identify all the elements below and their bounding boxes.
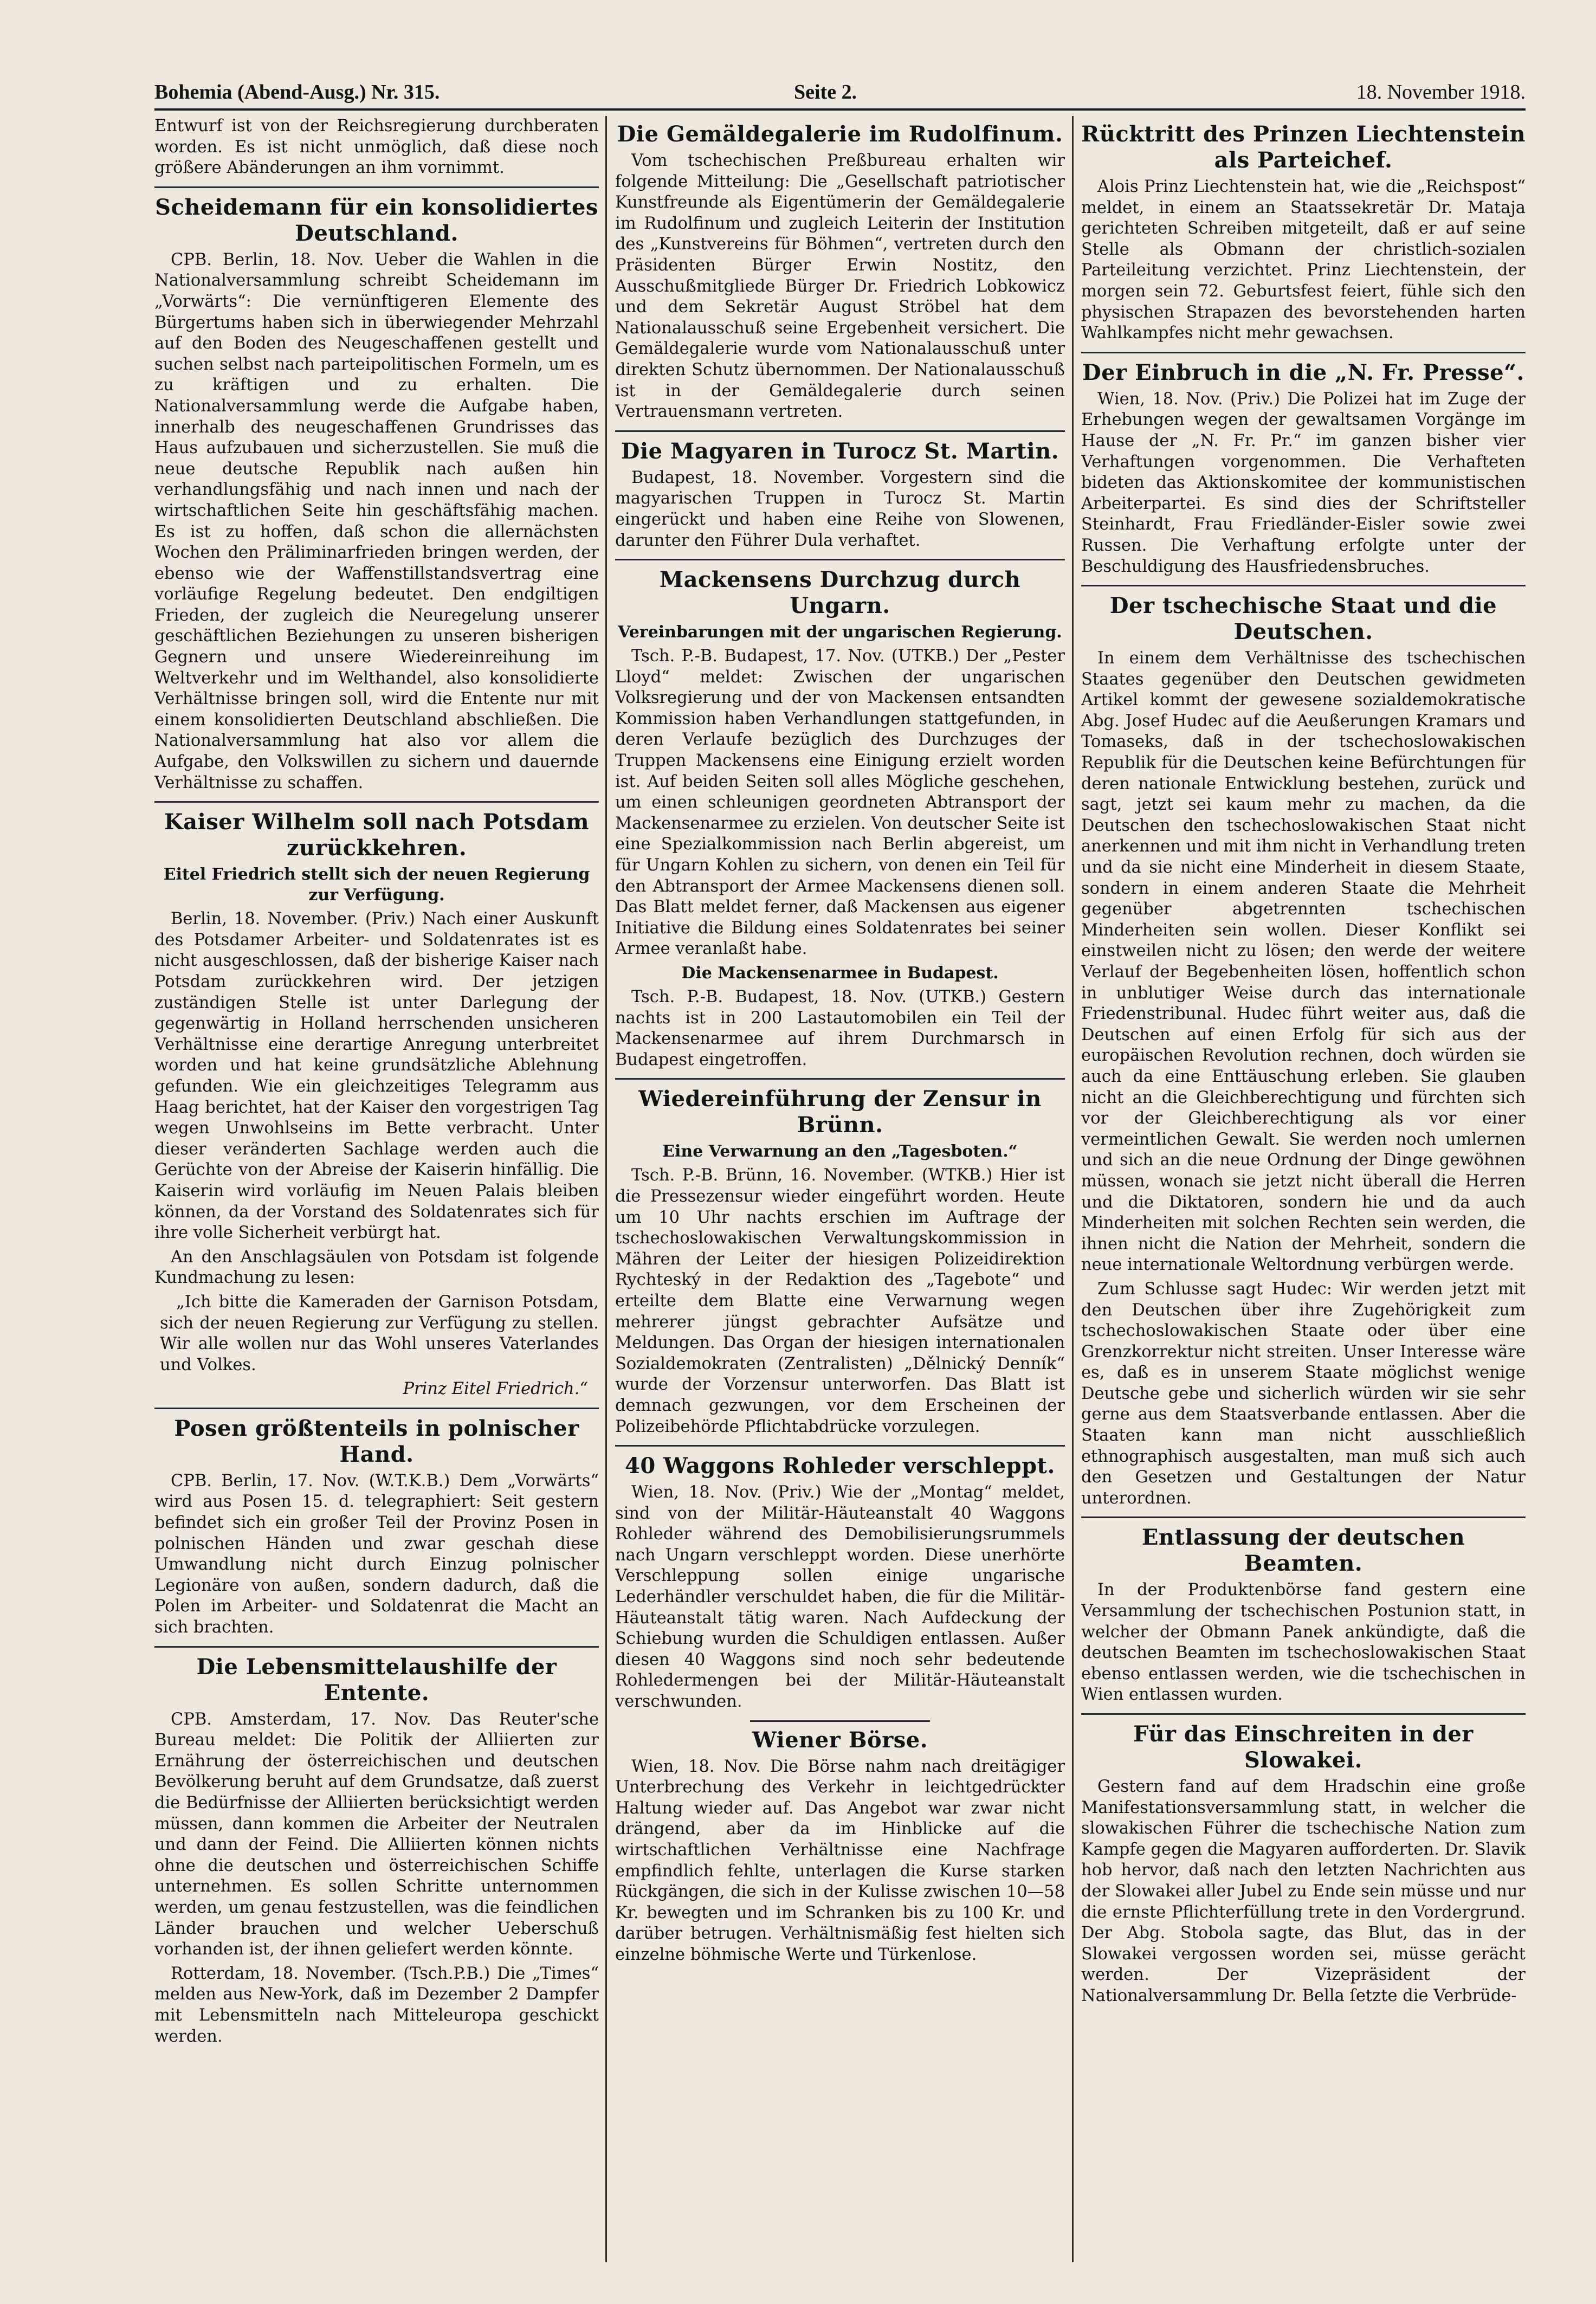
article-divider xyxy=(750,1720,930,1722)
article-text: Wien, 18. Nov. Die Börse nahm nach dreitägiger Unterbrechung des Verkehr in leichtgedrückter Haltung wieder auf. Das Angebot war zwar nicht drängend, aber da im Hinblicke auf die wirtschaftlichen Verhältnisse eine Nachfrage empfindlich fehlte, unterlagen die Kurse starken Rückgängen, die sich in der Kulisse zwischen 10—58 Kr. bewegten und im Schranken bis zu 100 Kr. und darüber betrugen. Verhältnismäßig fest hielten sich einzelne böhmische Werte und Türkenlose. xyxy=(615,1757,1065,1964)
article-divider xyxy=(615,559,1065,560)
page-header xyxy=(154,76,1526,108)
column-left xyxy=(154,116,599,2273)
article-divider xyxy=(154,1646,599,1648)
column-divider xyxy=(605,116,607,2262)
article-mackensen xyxy=(615,567,1065,1070)
column-center xyxy=(615,116,1065,2273)
column-divider xyxy=(1072,116,1074,2262)
article-signature: Prinz Eitel Friedrich.“ xyxy=(403,1379,588,1399)
article-text: Wien, 18. Nov. (Priv.) Die Polizei hat im Zuge der Erhebungen wegen der gewaltsamen Vorgänge im Hause der „N. Fr. Pr.“ im ganzen bisher vier Verhaftungen vorgenommen. Die Verhafteten bideten das Aktionskomitee der kommunistischen Arbeiterpartei. Es sind dies der Schriftsteller Steinhardt, Frau Friedländer-Eisler sowie zwei Russen. Die Verhaftung erfolgte unter der Beschuldigung des Hausfriedensbruches. xyxy=(1081,389,1526,576)
article-text: CPB. Berlin, 17. Nov. (W.T.K.B.) Dem „Vorwärts“ wird aus Posen 15. d. telegraphiert: Seit gestern befindet sich ein großer Teil der Provinz Posen in polnischen Händen und zwar geschah diese Umwandlung nicht durch Einzug polnischer Legionäre von außen, sondern dadurch, daß die Polen im Arbeiter- und Soldatenrat die Macht an sich brachten. xyxy=(154,1471,599,1637)
article-headline: Wiedereinführung der Zensur in Brünn. xyxy=(638,1086,1042,1138)
article-text: Gestern fand auf dem Hradschin eine große Manifestationsversammlung statt, in welcher die slowakischen Führer die tschechische Nation zum Kampfe gegen die Magyaren aufforderten. Dr. Slavik hob hervor, daß nach den letzten Nachrichten aus der Slowakei aller Jubel zu Ende sein müsse und nur die ernste Pflichterfüllung trete in den Vordergrund. Der Abg. Stobola sagte, das Blut, das in der Slowakei vergossen worden sei, müsse gerächt werden. Der Vizepräsident der Nationalversammlung Dr. Bella ſetzte die Verbrüde- xyxy=(1081,1777,1526,2005)
issue-date: 18. November 1918. xyxy=(1356,81,1526,104)
article-text: Rotterdam, 18. November. (Tsch.P.B.) Die „Times“ melden aus New-York, daß im Dezember 2 Dampfer mit Lebensmitteln nach Mitteleuropa geschickt werden. xyxy=(154,1964,599,2046)
article-text: Berlin, 18. November. (Priv.) Nach einer Auskunft des Potsdamer Arbeiter- und Soldatenrates ist es nicht ausgeschlossen, daß der bisherige Kaiser nach Potsdam zurückkehren wird. Der jetzigen zuständigen Stelle ist unter Darlegung der gegenwärtig in Holland herrschenden unsicheren Verhältnisse eine derartige Anregung unterbreitet worden und hat keine grundsätzliche Ablehnung gefunden. Wie ein gleichzeitiges Telegramm aus Haag berichtet, hat der Kaiser den vorgestrigen Tag wegen Unwohlseins im Bette verbracht. Unter dieser veränderten Sachlage werden auch die Gerüchte von der Abreise der Kaiserin hinfällig. Die Kaiserin wird vorläufig im Neuen Palais bleiben können, da der Vorstand des Soldatenrates sich für ihre volle Sicherheit verbürgt hat. xyxy=(154,909,599,1243)
article-divider xyxy=(154,186,599,188)
article-magyaren xyxy=(615,438,1065,551)
article-posen xyxy=(154,1416,599,1638)
article-divider xyxy=(1081,1713,1526,1715)
article-divider xyxy=(154,801,599,803)
article-subheadline: Eitel Friedrich stellt sich der neuen Regierung zur Verfügung. xyxy=(163,865,590,905)
article-text: Tsch. P.-B. Budapest, 17. Nov. (UTKB.) Der „Pester Lloyd“ meldet: Zwischen der ungarischen Volksregierung und der von Mackensen entsandten Kommission haben Verhandlungen stattgefunden, in deren Verlaufe bezüglich des Durchzuges der Truppen Mackensens eine Einigung erzielt worden ist. Auf beiden Seiten soll alles Mögliche geschehen, um einen schleunigen geordneten Abtransport der Mackensenarmee zu erzielen. Von deutscher Seite ist eine Spezialkommission nach Berlin abgereist, um für Ungarn Kohlen zu sichern, von denen ein Teil für den Abtransport der Armee Mackensens dienen soll. Das Blatt meldet ferner, daß Mackensen aus eigener Initiative die Bildung eines Soldatenrates bei seiner Armee veranlaßt habe. xyxy=(615,647,1065,959)
article-headline: 40 Waggons Rohleder verschleppt. xyxy=(625,1453,1055,1479)
page-number: Seite 2. xyxy=(794,81,857,104)
article-lebensmittel xyxy=(154,1654,599,2048)
article-headline: Der Einbruch in die „N. Fr. Presse“. xyxy=(1082,359,1524,385)
article-zensur-bruenn xyxy=(615,1086,1065,1437)
article-text: Tsch. P.-B. Budapest, 18. Nov. (UTKB.) Gestern nachts ist in 200 Lastautomobilen ein Teil der Mackensenarmee auf ihrem Durchmarsch in Budapest eingetroffen. xyxy=(615,988,1065,1069)
article-divider xyxy=(1081,585,1526,586)
article-headline: Mackensens Durchzug durch Ungarn. xyxy=(659,567,1021,619)
article-subheadline: Die Mackensenarmee in Budapest. xyxy=(681,964,999,983)
article-headline: Kaiser Wilhelm soll nach Potsdam zurückkehren. xyxy=(164,809,590,861)
article-scheidemann xyxy=(154,195,599,793)
article-divider xyxy=(615,1078,1065,1080)
article-text: CPB. Berlin, 18. Nov. Ueber die Wahlen in die Nationalversammlung schreibt Scheidemann im „Vorwärts“: Die vernünftigeren Elemente des Bürgertums haben sich in überwiegender Mehrzahl auf den Boden des Neugeschaffenen gestellt und suchen selbst nach parteipolitischen Formeln, um es zu kräftigen und zu erhalten. Die Nationalversammlung werde die Aufgabe haben, innerhalb des neugeschaffenen Grundrisses das Haus aufzubauen und sicherzustellen. Sie muß die neue deutsche Republik nach außen hin verhandlungsfähig und nach innen und nach der wirtschaftlichen Seite hin geschäftsfähig machen. Es ist zu hoffen, daß schon die allernächsten Wochen den Präliminarfrieden bringen werden, der ebenso wie der Waffenstillstandsvertrag eine vorläufige Regelung bedeutet. Den endgiltigen Frieden, der zugleich die Neuregelung unserer geschäftlichen Beziehungen zu unseren bisherigen Gegnern und unsere Wiedereinreihung im Weltverkehr und im Welthandel, also konsolidierte Verhältnisse bringen soll, wird die Entente nur mit einem konsolidierten Deutschland abschließen. Die Nationalversammlung hat also vor allem die Aufgabe, den Volkswillen zu sichern und dauernde Verhältnisse zu schaffen. xyxy=(154,250,599,792)
article-text: In der Produktenbörse fand gestern eine Versammlung der tschechischen Postunion statt, in welcher der Obmann Panek ankündigte, daß die deutschen Beamten im tschechoslowakischen Staat ebenso entlassen werden, wie die tschechischen in Wien entlassen wurden. xyxy=(1081,1580,1526,1705)
article-subheadline: Vereinbarungen mit der ungarischen Regierung. xyxy=(618,623,1062,642)
article-headline: Die Lebensmittelaushilfe der Entente. xyxy=(196,1654,557,1706)
article-headline: Rücktritt des Prinzen Liechtenstein als Parteichef. xyxy=(1081,121,1526,173)
article-divider xyxy=(154,1408,599,1409)
article-text: An den Anschlagsäulen von Potsdam ist folgende Kundmachung zu lesen: xyxy=(154,1247,599,1288)
article-text: Tsch. P.-B. Brünn, 16. November. (WTKB.) Hier ist die Pressezensur wieder eingeführt worden. Heute um 10 Uhr nachts erschien im Auftrage der tschechoslowakischen Verwaltungskommission in Mähren der Leiter der hiesigen Polizeidirektion Rychteský in der Redaktion des „Tagebote“ und erteilte dem Blatte eine Verwarnung wegen mehrerer jüngst gebrachter Aufsätze und Meldungen. Das Organ der hiesigen internationalen Sozialdemokraten (Zentralisten) „Dělnický Denník“ wurde der Vorzensur unterworfen. Das Blatt ist demnach gezwungen, vor dem Erscheinen der Polizeibehörde Pflichtabdrücke vorzulegen. xyxy=(615,1166,1065,1436)
article-headline: Die Gemäldegalerie im Rudolfinum. xyxy=(617,121,1063,147)
article-text: Entwurf ist von der Reichsregierung durchberaten worden. Es ist nicht unmöglich, daß diese noch größere Abänderungen an ihm vornimmt. xyxy=(154,117,599,178)
article-headline: Wiener Börse. xyxy=(752,1727,928,1753)
article-text: CPB. Amsterdam, 17. Nov. Das Reuter'sche Bureau meldet: Die Politik der Alliierten zur Ernährung der österreichischen und deutschen Bevölkerung beruht auf dem Grundsatze, daß zuerst die Bedürfnisse der Alliierten berücksichtigt werden müssen, dann kommen die Arbeiter der Neutralen und dann der Feind. Die Alliierten können nichts ohne die deutschen und österreichischen Schiffe unternehmen. Es sollen Schritte unternommen werden, um genau festzustellen, was die feindlichen Länder brauchen und welcher Ueberschuß vorhanden ist, der ihnen geliefert werden könnte. xyxy=(154,1709,599,1959)
article-kaiser-wilhelm xyxy=(154,809,599,1400)
article-headline: Für das Einschreiten in der Slowakei. xyxy=(1133,1721,1474,1773)
article-slowakei xyxy=(1081,1721,1526,2007)
article-subheadline: Eine Verwarnung an den „Tagesboten.“ xyxy=(662,1142,1018,1161)
article-headline: Posen größtenteils in polnischer Hand. xyxy=(174,1415,579,1467)
article-text: Vom tschechischen Preßbureau erhalten wir folgende Mitteilung: Die „Gesellschaft patriotischer Kunstfreunde als Eigentümerin der Gemäldegalerie im Rudolfinum und zugleich Leiterin der Institution des „Kunstvereins für Böhmen“, vertreten durch den Präsidenten Bürger Erwin Nostitz, den Ausschußmitgliede Bürger Dr. Friedrich Lobkowicz und dem Sekretär August Ströbel hat dem Nationalausschuß seine Ergebenheit versichert. Die Gemäldegalerie wurde vom Nationalausschuß unter direkten Schutz übernommen. Der Nationalausschuß ist in der Gemäldegalerie durch seinen Vertrauensmann vertreten. xyxy=(615,151,1065,422)
article-einbruch-presse xyxy=(1081,360,1526,577)
article-tschechischer-staat xyxy=(1081,593,1526,1509)
article-headline: Der tschechische Staat und die Deutschen. xyxy=(1109,593,1497,645)
article-text: Zum Schlusse sagt Hudec: Wir werden jetzt mit den Deutschen über ihre Zugehörigkeit zum tschechoslowakischen Staate oder über eine Grenzkorrektur nicht streiten. Unser Interesse wäre es, daß es in unserem Staate möglichst wenige Deutsche gebe und sicherlich würden wir sie sehr gerne aus dem Staatsverbande entlassen. Aber die Staaten kann man nicht ausschließlich ethnographisch ausgestalten, man muß sich auch den Gesetzen und Gestaltungen der Natur unterordnen. xyxy=(1081,1279,1526,1508)
article-headline: Entlassung der deutschen Beamten. xyxy=(1141,1525,1465,1577)
article-liechtenstein xyxy=(1081,121,1526,344)
article-text: Wien, 18. Nov. (Priv.) Wie der „Montag“ meldet, sind von der Militär-Häuteanstalt 40 Waggons Rohleder während des Demobilisierungsrummels nach Ungarn verschleppt worden. Diese unerhörte Verschleppung sollen einige ungarische Lederhändler verschuldet haben, die für die Militär-Häuteanstalt tätig waren. Nach Aufdeckung der Schiebung wurden die Schuldigen entlassen. Außer diesen 40 Waggons sind noch sehr bedeutende Rohledermengen bei der Militär-Häuteanstalt verschwunden. xyxy=(615,1483,1065,1712)
header-rule xyxy=(154,108,1526,111)
article-text: In einem dem Verhältnisse des tschechischen Staates gegenüber den Deutschen gewidmeten Artikel kommt der gewesene sozialdemokratische Abg. Josef Hudec auf die Aeußerungen Kramars und Tomaseks, daß in der tschechoslowakischen Republik für die Deutschen keine Befürchtungen für deren nationale Entwicklung bestehen, zurück und sagt, jetzt sei kaum mehr zu machen, da die Deutschen den tschechoslowakischen Staat nicht anerkennen und mit ihm nicht in Verhandlung treten und da sie nicht eine Minderheit in diesem Staate, sondern in einem anderen Staate die Mehrheit gegenüber abgetrennten tschechischen Minderheiten sein wollen. Dieser Konflikt sei einstweilen nicht zu lösen; den werde der weitere Verlauf der Begebenheiten lösen, hoffentlich schon in unblutiger Weise durch das internationale Friedenstribunal. Hudec führt weiter aus, daß die Deutschen auf einen Erfolg für sich aus der europäischen Revolution rechnen, doch würden sie auch da eine Enttäuschung erleben. Sie glauben nicht an die Gleichberechtigung und fürchten sich vor der Gleichberechtigung als vor einer vermeintlichen Gewalt. Sie werden noch umlernen und sich an die neue Ordnung der Dinge gewöhnen müssen, wonach sie jetzt nicht überall die Herren und die Diktatoren, sondern hie und da auch Minderheiten mit solchen Rechten sein werden, die ihnen nicht die Nation der Mehrheit, sondern die neue internationale Weltordnung verbürgen werde. xyxy=(1081,649,1526,1275)
article-divider xyxy=(1081,352,1526,353)
article-rohleder xyxy=(615,1453,1065,1713)
article-entlassung-beamten xyxy=(1081,1525,1526,1706)
article-divider xyxy=(615,430,1065,432)
article-quote: „Ich bitte die Kameraden der Garnison Potsdam, sich der neuen Regierung zur Verfügung zu stellen. Wir alle wollen nur das Wohl unseres Vaterlandes und Volkes. xyxy=(160,1292,599,1374)
masthead-issue: Bohemia (Abend-Ausg.) Nr. 315. xyxy=(154,81,440,104)
article-headline: Die Magyaren in Turocz St. Martin. xyxy=(621,438,1059,464)
article-gemaeldegalerie xyxy=(615,121,1065,423)
article-wiener-boerse xyxy=(615,1727,1065,1966)
article-divider xyxy=(615,1445,1065,1447)
article-headline: Scheidemann für ein konsolidiertes Deutschland. xyxy=(155,194,598,246)
column-right xyxy=(1081,116,1526,2273)
article-continuation xyxy=(154,116,599,179)
article-text: Alois Prinz Liechtenstein hat, wie die „Reichspost“ meldet, in einem an Staatssekretär Dr. Mataja gerichteten Schreiben mitgeteilt, daß er auf seine Stelle als Obmann der christlich-sozialen Parteileitung verzichtet. Prinz Liechtenstein, der morgen sein 72. Geburtsfest feiert, fühle sich den physischen Strapazen des bevorstehenden harten Wahlkampfes nicht mehr gewachsen. xyxy=(1081,177,1526,343)
article-text: Budapest, 18. November. Vorgestern sind die magyarischen Truppen in Turocz St. Martin eingerückt und haben eine Reihe von Slowenen, darunter den Führer Dula verhaftet. xyxy=(615,468,1065,550)
article-divider xyxy=(1081,1516,1526,1518)
